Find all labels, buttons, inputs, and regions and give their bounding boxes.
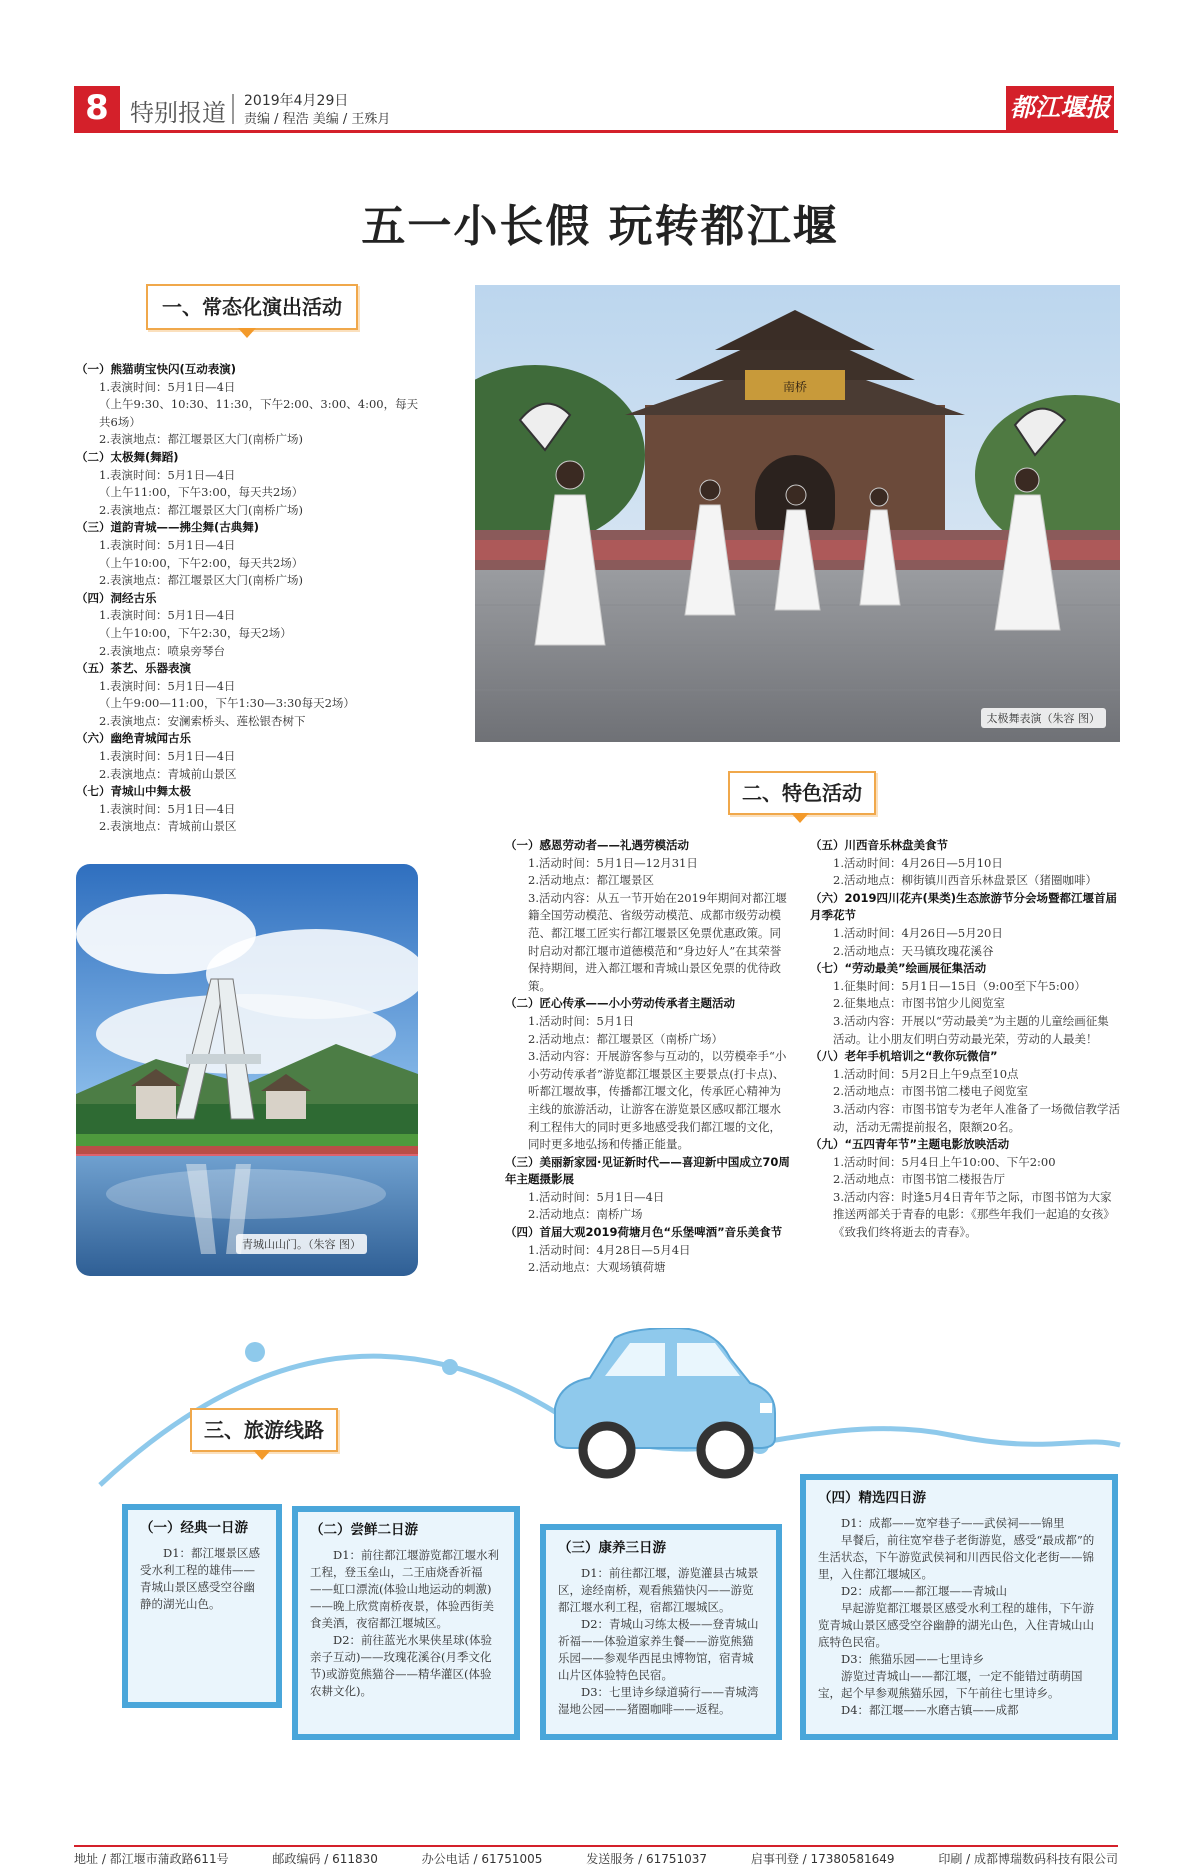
route-card-two-day xyxy=(292,1506,520,1740)
route-itinerary: D3：熊猫乐园——七里诗乡 xyxy=(841,1652,985,1666)
event-detail: （上午10:00，下午2:30，每天2场） xyxy=(99,625,292,640)
section-heading-special-events: 二、特色活动 xyxy=(728,771,876,815)
event-detail: 2.活动地点：南桥广场 xyxy=(528,1207,643,1222)
footer-printer: 印刷 / 成都博瑞数码科技有限公司 xyxy=(938,1852,1118,1866)
event-detail: 1.活动时间：5月1日—4日 xyxy=(528,1189,665,1204)
event-detail: 1.表演时间：5月1日—4日 xyxy=(99,608,236,623)
event-detail: 1.表演时间：5月1日—4日 xyxy=(99,467,236,482)
event-title: （七）青城山中舞太极 xyxy=(76,784,191,799)
event-detail: 2.活动地点：都江堰景区 xyxy=(528,873,654,888)
footer-distribution: 发送服务 / 61751037 xyxy=(586,1852,708,1866)
route-card-four-day xyxy=(800,1474,1118,1740)
route-card-body xyxy=(128,1510,276,1702)
event-detail: 2.活动地点：都江堰景区（南桥广场） xyxy=(528,1031,723,1046)
event-detail: 3.活动内容：开展游客参与互动的，以劳模牵手“小小劳动传承者”游览都江堰景区主要景点(打卡点)、听都江堰故事，传播都江堰文化，传承匠心精神为主线的旅游活动，让游客在游览景区感叹都江堰水利工程伟大的同时更多地感受我们都江堰的文化，同时更多地弘扬和传播正能量。 xyxy=(528,1049,787,1152)
route-itinerary: D2：青城山习练太极——登青城山祈福——体验道家养生餐——游览熊猫乐园——参观华西昆虫博物馆，宿青城山片区体验特色民宿。 xyxy=(558,1617,759,1682)
qingcheng-gate-photo xyxy=(76,864,418,1276)
event-detail: 2.活动地点：柳街镇川西音乐林盘景区（猪圈咖啡） xyxy=(833,873,1097,888)
event-title: （六）2019四川花卉(果类)生态旅游节分会场暨都江堰首届月季花节 xyxy=(810,890,1118,923)
event-detail: 1.征集时间：5月1日—15日（9:00至下午5:00） xyxy=(833,978,1086,993)
event-detail: 1.活动时间：5月1日—12月31日 xyxy=(528,855,698,870)
footer-address: 地址 / 都江堰市蒲政路611号 xyxy=(74,1852,229,1866)
event-title: （七）“劳动最美”绘画展征集活动 xyxy=(810,961,987,976)
route-title: （二）尝鲜二日游 xyxy=(310,1522,418,1538)
event-detail: 2.征集地点：市图书馆少儿阅览室 xyxy=(833,996,1005,1011)
event-title: （三）美丽新家园·见证新时代——喜迎新中国成立70周年主题摄影展 xyxy=(505,1154,790,1187)
event-detail: （上午9:30、10:30、11:30，下午2:00、3:00、4:00，每天共6场） xyxy=(99,397,419,429)
event-detail: 2.表演地点：都江堰景区大门(南桥广场) xyxy=(99,502,303,517)
event-detail: 2.表演地点：都江堰景区大门(南桥广场) xyxy=(99,432,303,447)
footer xyxy=(74,1845,1118,1867)
event-detail: 2.活动地点：天马镇玫瑰花溪谷 xyxy=(833,943,994,958)
event-detail: 2.表演地点：安澜索桥头、莲松银杏树下 xyxy=(99,713,306,728)
event-title: （二）太极舞(舞蹈) xyxy=(76,449,179,464)
event-detail: 3.活动内容：市图书馆专为老年人准备了一场微信教学活动，活动无需提前报名，限额20名。 xyxy=(833,1101,1120,1134)
event-title: （九）“五四青年节”主题电影放映活动 xyxy=(810,1137,1010,1152)
gate-scene-illustration xyxy=(76,864,418,1276)
event-detail: 1.活动时间：4月26日—5月20日 xyxy=(833,925,1003,940)
event-detail: 1.表演时间：5月1日—4日 xyxy=(99,749,236,764)
section-heading-performances: 一、常态化演出活动 xyxy=(146,284,358,330)
event-detail: （上午10:00，下午2:00，每天共2场） xyxy=(99,555,304,570)
page-number: 8 xyxy=(74,86,120,130)
event-detail: 1.表演时间：5月1日—4日 xyxy=(99,801,236,816)
event-detail: 1.活动时间：4月28日—5月4日 xyxy=(528,1242,691,1257)
event-title: （五）川西音乐林盘美食节 xyxy=(810,838,948,852)
event-title: （二）匠心传承——小小劳动传承者主题活动 xyxy=(505,996,735,1011)
event-title: （八）老年手机培训之“教你玩微信” xyxy=(810,1049,998,1064)
route-itinerary: 游览过青城山——都江堰，一定不能错过萌萌国宝，起个早参观熊猫乐园，下午前往七里诗乡。 xyxy=(818,1669,1083,1700)
footer-ads: 启事刊登 / 17380581649 xyxy=(750,1852,895,1866)
event-title: （三）道韵青城——拂尘舞(古典舞) xyxy=(76,520,260,535)
tai-chi-dance-photo xyxy=(475,285,1120,742)
event-title: （六）幽绝青城闻古乐 xyxy=(76,731,191,746)
dance-scene-illustration xyxy=(475,285,1120,742)
route-itinerary: D2：前往蓝光水果侠星球(体验亲子互动)——玫瑰花溪谷(月季文化节)或游览熊猫谷——精华灌区(体验农耕文化)。 xyxy=(310,1633,493,1698)
route-card-body xyxy=(806,1480,1112,1734)
newspaper-logo: 都江堰报 xyxy=(1006,86,1114,130)
dance-photo-caption: 太极舞表演（朱容 图） xyxy=(981,708,1107,728)
heading-pointer-icon xyxy=(238,328,256,338)
editors-credit: 责编 / 程浩 美编 / 王殊月 xyxy=(244,112,391,127)
performances-list xyxy=(76,361,426,836)
event-title: （一）熊猫萌宝快闪(互动表演) xyxy=(76,362,237,376)
special-events-right-column xyxy=(810,837,1120,1242)
event-title: （五）茶艺、乐器表演 xyxy=(76,661,191,676)
event-detail: （上午9:00—11:00，下午1:30—3:30每天2场） xyxy=(99,696,355,711)
event-detail: 2.表演地点：都江堰景区大门(南桥广场) xyxy=(99,573,303,588)
event-detail: 1.表演时间：5月1日—4日 xyxy=(99,379,236,394)
header-divider xyxy=(232,94,234,124)
event-title: （四）洞经古乐 xyxy=(76,590,157,605)
event-detail: 1.表演时间：5月1日—4日 xyxy=(99,537,236,552)
event-detail: （上午11:00，下午3:00，每天共2场） xyxy=(99,485,304,500)
route-itinerary: D1：前往都江堰，游览灌县古城景区，途经南桥，观看熊猫快闪——游览都江堰水利工程，宿都江堰城区。 xyxy=(558,1566,759,1614)
heading-pointer-icon xyxy=(791,813,809,823)
issue-date: 2019年4月29日 xyxy=(244,93,349,109)
event-detail: 1.活动时间：5月4日上午10:00、下午2:00 xyxy=(833,1154,1056,1169)
event-detail: 1.表演时间：5月1日—4日 xyxy=(99,678,236,693)
event-detail: 2.表演地点：喷泉旁琴台 xyxy=(99,643,225,658)
route-itinerary: D1：成都——宽窄巷子——武侯祠——锦里 xyxy=(841,1516,1065,1530)
page-title: 五一小长假 玩转都江堰 xyxy=(361,201,839,252)
event-title: （四）首届大观2019荷塘月色“乐堡啤酒”音乐美食节 xyxy=(505,1225,783,1240)
route-itinerary: D2：成都——都江堰——青城山 xyxy=(841,1584,1008,1598)
route-itinerary: D4：都江堰——水磨古镇——成都 xyxy=(841,1703,1019,1717)
special-events-left-column xyxy=(505,837,791,1277)
event-detail: 3.活动内容：从五一节开始在2019年期间对都江堰籍全国劳动模范、省级劳动模范、成都市级劳动模范、都江堰工匠实行都江堰景区免票优惠政策。同时启动对都江堰市道德模范和“身边好人”在其荣誉保持期间，进入都江堰和青城山景区免票的优待政策。 xyxy=(528,890,787,993)
gate-photo-caption: 青城山山门。（朱容 图） xyxy=(236,1234,367,1254)
event-title: （一）感恩劳动者——礼遇劳模活动 xyxy=(505,838,689,852)
event-detail: 2.活动地点：市图书馆二楼报告厅 xyxy=(833,1172,1005,1187)
route-itinerary: D3：七里诗乡绿道骑行——青城湾湿地公园——猪圈咖啡——返程。 xyxy=(558,1685,759,1716)
car-icon xyxy=(535,1328,785,1488)
masthead-bar xyxy=(74,86,1118,133)
route-itinerary: 早餐后，前往宽窄巷子老街游览，感受“最成都”的生活状态，下午游览武侯祠和川西民俗文化老街——锦里，入住都江堰城区。 xyxy=(818,1533,1095,1581)
event-detail: 2.表演地点：青城前山景区 xyxy=(99,766,237,781)
route-itinerary: D1：前往都江堰游览都江堰水利工程，登玉垒山，二王庙烧香祈福——虹口漂流(体验山地运动的刺激)——晚上欣赏南桥夜景，体验西街美食美酒，夜宿都江堰城区。 xyxy=(310,1548,500,1630)
route-itinerary: 早起游览都江堰景区感受水利工程的雄伟，下午游览青城山景区感受空谷幽静的湖光山色，入住青城山山底特色民宿。 xyxy=(818,1601,1094,1649)
route-itinerary: D1：都江堰景区感受水利工程的雄伟——青城山景区感受空谷幽静的湖光山色。 xyxy=(140,1546,261,1611)
gate-plaque-text: 南桥 xyxy=(782,380,808,394)
route-title: （四）精选四日游 xyxy=(818,1490,926,1506)
event-detail: 2.活动地点：市图书馆二楼电子阅览室 xyxy=(833,1084,1028,1099)
route-card-three-day xyxy=(540,1524,782,1740)
event-detail: 2.活动地点：大观场镇荷塘 xyxy=(528,1260,666,1275)
event-detail: 1.活动时间：4月26日—5月10日 xyxy=(833,855,1003,870)
event-detail: 2.表演地点：青城前山景区 xyxy=(99,819,237,834)
route-card-one-day xyxy=(122,1504,282,1708)
event-detail: 3.活动内容：开展以“劳动最美”为主题的儿童绘画征集活动。让小朋友们明白劳动最光荣，劳动的人最美！ xyxy=(833,1013,1109,1046)
footer-office-phone: 办公电话 / 61751005 xyxy=(421,1852,543,1866)
event-detail: 1.活动时间：5月1日 xyxy=(528,1013,635,1028)
section-name: 特别报道 xyxy=(130,99,226,127)
route-title: （一）经典一日游 xyxy=(140,1520,248,1536)
footer-postcode: 邮政编码 / 611830 xyxy=(272,1852,378,1866)
route-card-body xyxy=(546,1530,776,1734)
section-heading-travel-routes: 三、旅游线路 xyxy=(190,1408,338,1452)
event-detail: 3.活动内容：时逢5月4日青年节之际，市图书馆为大家推送两部关于青春的电影：《那些年我们一起追的女孩》《致我们终将逝去的青春》。 xyxy=(833,1189,1115,1240)
route-card-body xyxy=(298,1512,514,1734)
heading-pointer-icon xyxy=(253,1450,271,1460)
event-detail: 1.活动时间：5月2日上午9点至10点 xyxy=(833,1066,1019,1081)
route-title: （三）康养三日游 xyxy=(558,1540,666,1556)
